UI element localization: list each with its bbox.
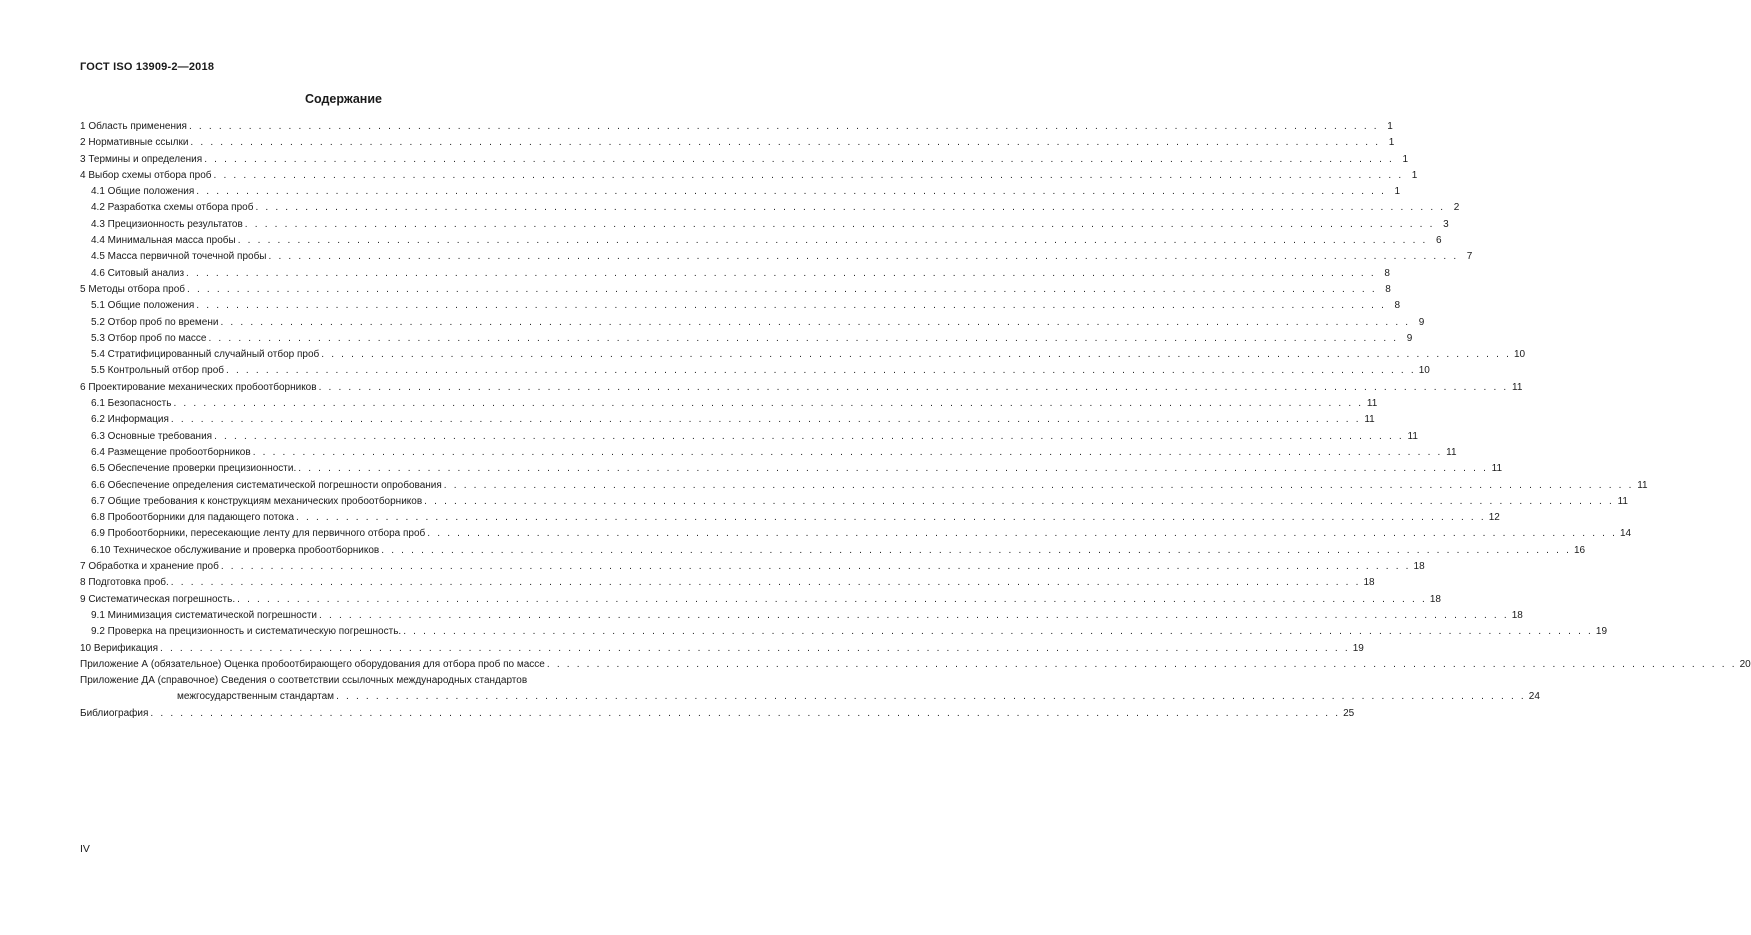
toc-leader-dots: . . . . . . . . . . . . . . . . . . . . . . . . . . . . . . . . . . . . . . . . . . . . . . . . . . . . . . . . . . . . . . . . . . . . . . . . . . . . . . . . . . . . . . . . . . . . . . . . . . . . . . . . . . . . . . . . . . . . . . . .: [427, 528, 1618, 540]
toc-entry-page: 12: [1488, 512, 1500, 524]
toc-entry-page: 6: [1435, 235, 1442, 247]
toc-leader-dots: . . . . . . . . . . . . . . . . . . . . . . . . . . . . . . . . . . . . . . . . . . . . . . . . . . . . . . . . . . . . . . . . . . . . . . . . . . . . . . . . . . . . . . . . . . . . . . . . . . . . . . . . . . . . . . . . . . . . . . . .: [150, 707, 1341, 719]
toc-entry-page: 18: [1511, 609, 1523, 621]
toc-entry[interactable]: [80, 559, 1425, 575]
toc-entry-page: 11: [1637, 479, 1648, 491]
toc-entry-title: Приложение ДА (справочное) Сведения о соответствии ссылочных международных стандартов: [80, 675, 528, 687]
toc-entry-page: 11: [1364, 414, 1375, 426]
toc-leader-dots: . . . . . . . . . . . . . . . . . . . . . . . . . . . . . . . . . . . . . . . . . . . . . . . . . . . . . . . . . . . . . . . . . . . . . . . . . . . . . . . . . . . . . . . . . . . . . . . . . . . . . . . . . . . . . . . . . . . . . . . .: [443, 479, 1634, 491]
toc-leader-dots: . . . . . . . . . . . . . . . . . . . . . . . . . . . . . . . . . . . . . . . . . . . . . . . . . . . . . . . . . . . . . . . . . . . . . . . . . . . . . . . . . . . . . . . . . . . . . . . . . . . . . . . . . . . . . . . . . . . . . . . .: [173, 398, 1364, 410]
toc-entry-page: 10: [1513, 349, 1526, 361]
toc-entry[interactable]: [80, 380, 1523, 396]
toc-entry-page: 9: [1418, 316, 1425, 328]
toc-entry-page: 7: [1466, 251, 1473, 263]
toc-entry[interactable]: [80, 478, 1648, 494]
toc-entry-title: 9 Систематическая погрешность.: [80, 593, 236, 605]
table-of-contents: [80, 119, 1751, 722]
toc-entry[interactable]: [80, 494, 1628, 510]
toc-leader-dots: . . . . . . . . . . . . . . . . . . . . . . . . . . . . . . . . . . . . . . . . . . . . . . . . . . . . . . . . . . . . . . . . . . . . . . . . . . . . . . . . . . . . . . . . . . . . . . . . . . . . . . . . . . . . . . . . . . . . . . . .: [196, 186, 1387, 198]
toc-leader-dots: . . . . . . . . . . . . . . . . . . . . . . . . . . . . . . . . . . . . . . . . . . . . . . . . . . . . . . . . . . . . . . . . . . . . . . . . . . . . . . . . . . . . . . . . . . . . . . . . . . . . . . . . . . . . . . . . . . . . . . . .: [196, 300, 1387, 312]
toc-entry[interactable]: [80, 641, 1364, 657]
toc-entry-page: 11: [1366, 398, 1378, 410]
toc-leader-dots: . . . . . . . . . . . . . . . . . . . . . . . . . . . . . . . . . . . . . . . . . . . . . . . . . . . . . . . . . . . . . . . . . . . . . . . . . . . . . . . . . . . . . . . . . . . . . . . . . . . . . . . . . . . . . . . . . . . . . . . .: [318, 381, 1509, 393]
toc-leader-dots: . . . . . . . . . . . . . . . . . . . . . . . . . . . . . . . . . . . . . . . . . . . . . . . . . . . . . . . . . . . . . . . . . . . . . . . . . . . . . . . . . . . . . . . . . . . . . . . . . . . . . . . . . . . . . . . . . . . . . . . .: [213, 169, 1404, 181]
toc-entry[interactable]: [80, 233, 1442, 249]
toc-entry-title: 1 Область применения: [80, 121, 187, 132]
toc-entry-page: 14: [1619, 528, 1632, 540]
toc-entry[interactable]: [80, 624, 1608, 640]
toc-entry-page: 11: [1491, 463, 1503, 475]
toc-leader-dots: . . . . . . . . . . . . . . . . . . . . . . . . . . . . . . . . . . . . . . . . . . . . . . . . . . . . . . . . . . . . . . . . . . . . . . . . . . . . . . . . . . . . . . . . . . . . . . . . . . . . . . . . . . . . . . . . . . . . . . . .: [190, 137, 1381, 149]
toc-entry-page: 10: [1418, 365, 1430, 377]
toc-entry[interactable]: [80, 673, 1540, 706]
toc-leader-dots: . . . . . . . . . . . . . . . . . . . . . . . . . . . . . . . . . . . . . . . . . . . . . . . . . . . . . . . . . . . . . . . . . . . . . . . . . . . . . . . . . . . . . . . . . . . . . . . . . . . . . . . . . . . . . . . . . . . . . . . .: [237, 593, 1427, 605]
toc-leader-dots: . . . . . . . . . . . . . . . . . . . . . . . . . . . . . . . . . . . . . . . . . . . . . . . . . . . . . . . . . . . . . . . . . . . . . . . . . . . . . . . . . . . . . . . . . . . . . . . . . . . . . . . . . . . . . . . . . . . . . . . .: [188, 121, 1379, 132]
toc-entry-title: Приложение А (обязательное) Оценка пробоотбирающего оборудования для отбора проб по массе: [80, 658, 545, 670]
toc-entry-title: 5 Методы отбора проб: [80, 283, 185, 295]
toc-entry-title: 5.3 Отбор проб по массе: [91, 332, 207, 344]
toc-leader-dots: . . . . . . . . . . . . . . . . . . . . . . . . . . . . . . . . . . . . . . . . . . . . . . . . . . . . . . . . . . . . . . . . . . . . . . . . . . . . . . . . . . . . . . . . . . . . . . . . . . . . . . . . . . . . . . . . . . . . . . . .: [319, 609, 1509, 621]
toc-entry-page: 9: [1406, 332, 1413, 344]
toc-entry[interactable]: [80, 347, 1526, 363]
toc-leader-dots: . . . . . . . . . . . . . . . . . . . . . . . . . . . . . . . . . . . . . . . . . . . . . . . . . . . . . . . . . . . . . . . . . . . . . . . . . . . . . . . . . . . . . . . . . . . . . . . . . . . . . . . . . . . . . . . . . . . . . . . .: [208, 332, 1399, 344]
toc-entry[interactable]: [80, 135, 1395, 151]
toc-entry-page: 11: [1617, 495, 1628, 507]
toc-entry-page: 3: [1443, 218, 1449, 230]
toc-entry[interactable]: [80, 412, 1375, 428]
toc-entry-page: 2: [1453, 202, 1460, 214]
toc-entry-title: 6.1 Безопасность: [91, 398, 172, 410]
toc-entry-title: 6.10 Техническое обслуживание и проверка пробоотборников: [91, 544, 380, 556]
toc-entry[interactable]: [80, 396, 1378, 412]
toc-entry[interactable]: [80, 282, 1391, 298]
toc-leader-dots: . . . . . . . . . . . . . . . . . . . . . . . . . . . . . . . . . . . . . . . . . . . . . . . . . . . . . . . . . . . . . . . . . . . . . . . . . . . . . . . . . . . . . . . . . . . . . . . . . . . . . . . . . . . . . . . . . . . . . . . .: [298, 463, 1489, 475]
toc-entry[interactable]: [80, 608, 1523, 624]
toc-entry-title: 4.5 Масса первичной точечной пробы: [91, 251, 267, 263]
toc-entry-title: 4.3 Прецизионность результатов: [91, 218, 243, 230]
toc-leader-dots: . . . . . . . . . . . . . . . . . . . . . . . . . . . . . . . . . . . . . . . . . . . . . . . . . . . . . . . . . . . . . . . . . . . . . . . . . . . . . . . . . . . . . . . . . . . . . . . . . . . . . . . . . . . . . . . . . . . . . . . .: [170, 414, 1361, 426]
toc-entry[interactable]: [80, 445, 1457, 461]
toc-leader-dots: . . . . . . . . . . . . . . . . . . . . . . . . . . . . . . . . . . . . . . . . . . . . . . . . . . . . . . . . . . . . . . . . . . . . . . . . . . . . . . . . . . . . . . . . . . . . . . . . . . . . . . . . . . . . . . . . . . . . . . . .: [296, 512, 1486, 524]
toc-leader-dots: . . . . . . . . . . . . . . . . . . . . . . . . . . . . . . . . . . . . . . . . . . . . . . . . . . . . . . . . . . . . . . . . . . . . . . . . . . . . . . . . . . . . . . . . . . . . . . . . . . . . . . . . . . . . . . . . . . . . . . . .: [237, 235, 1428, 247]
toc-entry-page: 1: [1388, 137, 1395, 149]
toc-leader-dots: . . . . . . . . . . . . . . . . . . . . . . . . . . . . . . . . . . . . . . . . . . . . . . . . . . . . . . . . . . . . . . . . . . . . . . . . . . . . . . . . . . . . . . . . . . . . . . . . . . . . . . . . . . . . . . . . . . . . . . . .: [321, 349, 1512, 361]
toc-leader-dots: . . . . . . . . . . . . . . . . . . . . . . . . . . . . . . . . . . . . . . . . . . . . . . . . . . . . . . . . . . . . . . . . . . . . . . . . . . . . . . . . . . . . . . . . . . . . . . . . . . . . . . . . . . . . . . . . . . . . . . . .: [336, 691, 1526, 703]
toc-entry-title: Библиография: [80, 707, 149, 719]
toc-entry[interactable]: [80, 429, 1418, 445]
toc-entry[interactable]: [80, 184, 1401, 200]
toc-entry-title: 5.4 Стратифицированный случайный отбор проб: [91, 349, 320, 361]
toc-entry-title: 10 Верификация: [80, 642, 158, 654]
toc-leader-dots: . . . . . . . . . . . . . . . . . . . . . . . . . . . . . . . . . . . . . . . . . . . . . . . . . . . . . . . . . . . . . . . . . . . . . . . . . . . . . . . . . . . . . . . . . . . . . . . . . . . . . . . . . . . . . . . . . . . . . . . .: [187, 283, 1377, 295]
toc-entry-page: 8: [1385, 283, 1391, 295]
toc-entry[interactable]: [80, 706, 1355, 722]
page-title: Содержание: [304, 92, 382, 106]
toc-entry[interactable]: [80, 266, 1390, 282]
toc-entry-title: 4 Выбор схемы отбора проб: [80, 169, 212, 181]
toc-entry[interactable]: [80, 510, 1500, 526]
toc-entry-title: 6.6 Обеспечение определения систематической погрешности опробования: [91, 479, 442, 491]
toc-entry-title: 4.6 Ситовый анализ: [91, 267, 185, 279]
toc-entry-page: 11: [1512, 381, 1523, 393]
toc-entry[interactable]: [80, 315, 1425, 331]
toc-entry-title: 4.2 Разработка схемы отбора проб: [91, 202, 254, 214]
toc-entry-page: 1: [1411, 169, 1418, 181]
toc-entry-title: 4.1 Общие положения: [91, 186, 195, 198]
toc-entry-title: 6.5 Обеспечение проверки прецизионности.: [91, 463, 297, 475]
toc-entry-title: 5.2 Отбор проб по времени: [91, 316, 219, 328]
toc-entry-title: 6.8 Пробоотборники для падающего потока: [91, 512, 295, 524]
toc-entry-page: 20: [1739, 658, 1751, 670]
toc-leader-dots: . . . . . . . . . . . . . . . . . . . . . . . . . . . . . . . . . . . . . . . . . . . . . . . . . . . . . . . . . . . . . . . . . . . . . . . . . . . . . . . . . . . . . . . . . . . . . . . . . . . . . . . . . . . . . . . . . . . . . . . .: [255, 202, 1446, 214]
toc-entry-title: 6.7 Общие требования к конструкциям механических пробоотборников: [91, 495, 423, 507]
toc-entry[interactable]: [80, 200, 1460, 216]
toc-entry-title: 6 Проектирование механических пробоотборников: [80, 381, 317, 393]
toc-entry-title: 6.9 Пробоотборники, пересекающие ленту для первичного отбора проб: [91, 528, 426, 540]
toc-entry-page: 8: [1384, 267, 1390, 279]
toc-entry[interactable]: [80, 657, 1751, 673]
toc-entry-page: 8: [1394, 300, 1401, 312]
toc-entry-page: 18: [1413, 561, 1425, 573]
toc-leader-dots: . . . . . . . . . . . . . . . . . . . . . . . . . . . . . . . . . . . . . . . . . . . . . . . . . . . . . . . . . . . . . . . . . . . . . . . . . . . . . . . . . . . . . . . . . . . . . . . . . . . . . . . . . . . . . . . . . . . . . . . .: [424, 495, 1614, 507]
toc-leader-dots: . . . . . . . . . . . . . . . . . . . . . . . . . . . . . . . . . . . . . . . . . . . . . . . . . . . . . . . . . . . . . . . . . . . . . . . . . . . . . . . . . . . . . . . . . . . . . . . . . . . . . . . . . . . . . . . . . . . . . . . .: [546, 658, 1737, 670]
toc-entry-title: 4.4 Минимальная масса пробы: [91, 235, 236, 247]
toc-entry-title: 8 Подготовка проб.: [80, 577, 169, 589]
toc-entry[interactable]: [80, 152, 1409, 168]
toc-entry[interactable]: [80, 119, 1393, 135]
toc-entry[interactable]: [80, 168, 1418, 184]
toc-leader-dots: . . . . . . . . . . . . . . . . . . . . . . . . . . . . . . . . . . . . . . . . . . . . . . . . . . . . . . . . . . . . . . . . . . . . . . . . . . . . . . . . . . . . . . . . . . . . . . . . . . . . . . . . . . . . . . . . . . . . . . . .: [252, 446, 1443, 458]
toc-entry-page: 24: [1528, 691, 1540, 703]
toc-entry-title: 3 Термины и определения: [80, 153, 203, 165]
toc-entry[interactable]: [80, 543, 1586, 559]
toc-leader-dots: . . . . . . . . . . . . . . . . . . . . . . . . . . . . . . . . . . . . . . . . . . . . . . . . . . . . . . . . . . . . . . . . . . . . . . . . . . . . . . . . . . . . . . . . . . . . . . . . . . . . . . . . . . . . . . . . . . . . . . . .: [170, 577, 1361, 589]
toc-entry-page: 18: [1363, 577, 1375, 589]
toc-entry[interactable]: [80, 461, 1503, 477]
toc-entry-title-continued: межгосударственным стандартам: [177, 691, 335, 703]
toc-entry-title: 7 Обработка и хранение проб: [80, 561, 219, 573]
page-number: IV: [80, 843, 90, 855]
toc-entry-page: 1: [1387, 121, 1393, 132]
toc-entry[interactable]: [80, 575, 1375, 591]
document-standard-header: ГОСТ ISO 13909-2—2018: [80, 61, 215, 73]
toc-entry-page: 19: [1352, 642, 1364, 654]
toc-entry-page: 19: [1595, 626, 1608, 638]
toc-entry[interactable]: [80, 363, 1430, 379]
toc-leader-dots: . . . . . . . . . . . . . . . . . . . . . . . . . . . . . . . . . . . . . . . . . . . . . . . . . . . . . . . . . . . . . . . . . . . . . . . . . . . . . . . . . . . . . . . . . . . . . . . . . . . . . . . . . . . . . . . . . . . . . . . .: [220, 316, 1411, 328]
toc-entry-title: 6.3 Основные требования: [91, 430, 213, 442]
toc-entry[interactable]: [80, 526, 1632, 542]
toc-entry-page: 1: [1394, 186, 1401, 198]
toc-entry-page: 11: [1446, 446, 1457, 458]
toc-entry-title: 5.5 Контрольный отбор проб: [91, 365, 225, 377]
toc-leader-dots: . . . . . . . . . . . . . . . . . . . . . . . . . . . . . . . . . . . . . . . . . . . . . . . . . . . . . . . . . . . . . . . . . . . . . . . . . . . . . . . . . . . . . . . . . . . . . . . . . . . . . . . . . . . . . . . . . . . . . . . .: [244, 218, 1435, 230]
toc-entry-title: 2 Нормативные ссылки: [80, 137, 189, 149]
toc-leader-dots: . . . . . . . . . . . . . . . . . . . . . . . . . . . . . . . . . . . . . . . . . . . . . . . . . . . . . . . . . . . . . . . . . . . . . . . . . . . . . . . . . . . . . . . . . . . . . . . . . . . . . . . . . . . . . . . . . . . . . . . .: [214, 430, 1404, 442]
toc-entry[interactable]: [80, 249, 1473, 265]
toc-entry-title: 9.1 Минимизация систематической погрешности: [91, 609, 318, 621]
toc-entry[interactable]: [80, 298, 1401, 314]
toc-leader-dots: . . . . . . . . . . . . . . . . . . . . . . . . . . . . . . . . . . . . . . . . . . . . . . . . . . . . . . . . . . . . . . . . . . . . . . . . . . . . . . . . . . . . . . . . . . . . . . . . . . . . . . . . . . . . . . . . . . . . . . . .: [268, 251, 1459, 263]
toc-entry-page: 18: [1429, 593, 1441, 605]
toc-leader-dots: . . . . . . . . . . . . . . . . . . . . . . . . . . . . . . . . . . . . . . . . . . . . . . . . . . . . . . . . . . . . . . . . . . . . . . . . . . . . . . . . . . . . . . . . . . . . . . . . . . . . . . . . . . . . . . . . . . . . . . . .: [159, 642, 1350, 654]
toc-leader-dots: . . . . . . . . . . . . . . . . . . . . . . . . . . . . . . . . . . . . . . . . . . . . . . . . . . . . . . . . . . . . . . . . . . . . . . . . . . . . . . . . . . . . . . . . . . . . . . . . . . . . . . . . . . . . . . . . . . . . . . . .: [220, 561, 1411, 573]
toc-entry[interactable]: [80, 331, 1413, 347]
toc-leader-dots: . . . . . . . . . . . . . . . . . . . . . . . . . . . . . . . . . . . . . . . . . . . . . . . . . . . . . . . . . . . . . . . . . . . . . . . . . . . . . . . . . . . . . . . . . . . . . . . . . . . . . . . . . . . . . . . . . . . . . . . .: [403, 626, 1594, 638]
toc-leader-dots: . . . . . . . . . . . . . . . . . . . . . . . . . . . . . . . . . . . . . . . . . . . . . . . . . . . . . . . . . . . . . . . . . . . . . . . . . . . . . . . . . . . . . . . . . . . . . . . . . . . . . . . . . . . . . . . . . . . . . . . .: [204, 153, 1395, 165]
toc-entry[interactable]: [80, 592, 1441, 608]
toc-leader-dots: . . . . . . . . . . . . . . . . . . . . . . . . . . . . . . . . . . . . . . . . . . . . . . . . . . . . . . . . . . . . . . . . . . . . . . . . . . . . . . . . . . . . . . . . . . . . . . . . . . . . . . . . . . . . . . . . . . . . . . . .: [381, 544, 1572, 556]
toc-entry-title: 9.2 Проверка на прецизионность и систематическую погрешность.: [91, 626, 402, 638]
toc-entry[interactable]: [80, 217, 1449, 233]
toc-entry-title: 6.4 Размещение пробоотборников: [91, 446, 251, 458]
toc-entry-page: 11: [1407, 430, 1418, 442]
toc-entry-page: 1: [1402, 153, 1409, 165]
toc-entry-page: 16: [1573, 544, 1586, 556]
toc-entry-title: 6.2 Информация: [91, 414, 169, 426]
toc-entry-title: 5.1 Общие положения: [91, 300, 195, 312]
toc-entry-page: 25: [1343, 707, 1355, 719]
toc-leader-dots: . . . . . . . . . . . . . . . . . . . . . . . . . . . . . . . . . . . . . . . . . . . . . . . . . . . . . . . . . . . . . . . . . . . . . . . . . . . . . . . . . . . . . . . . . . . . . . . . . . . . . . . . . . . . . . . . . . . . . . . .: [186, 267, 1376, 279]
toc-leader-dots: . . . . . . . . . . . . . . . . . . . . . . . . . . . . . . . . . . . . . . . . . . . . . . . . . . . . . . . . . . . . . . . . . . . . . . . . . . . . . . . . . . . . . . . . . . . . . . . . . . . . . . . . . . . . . . . . . . . . . . . .: [226, 365, 1416, 377]
